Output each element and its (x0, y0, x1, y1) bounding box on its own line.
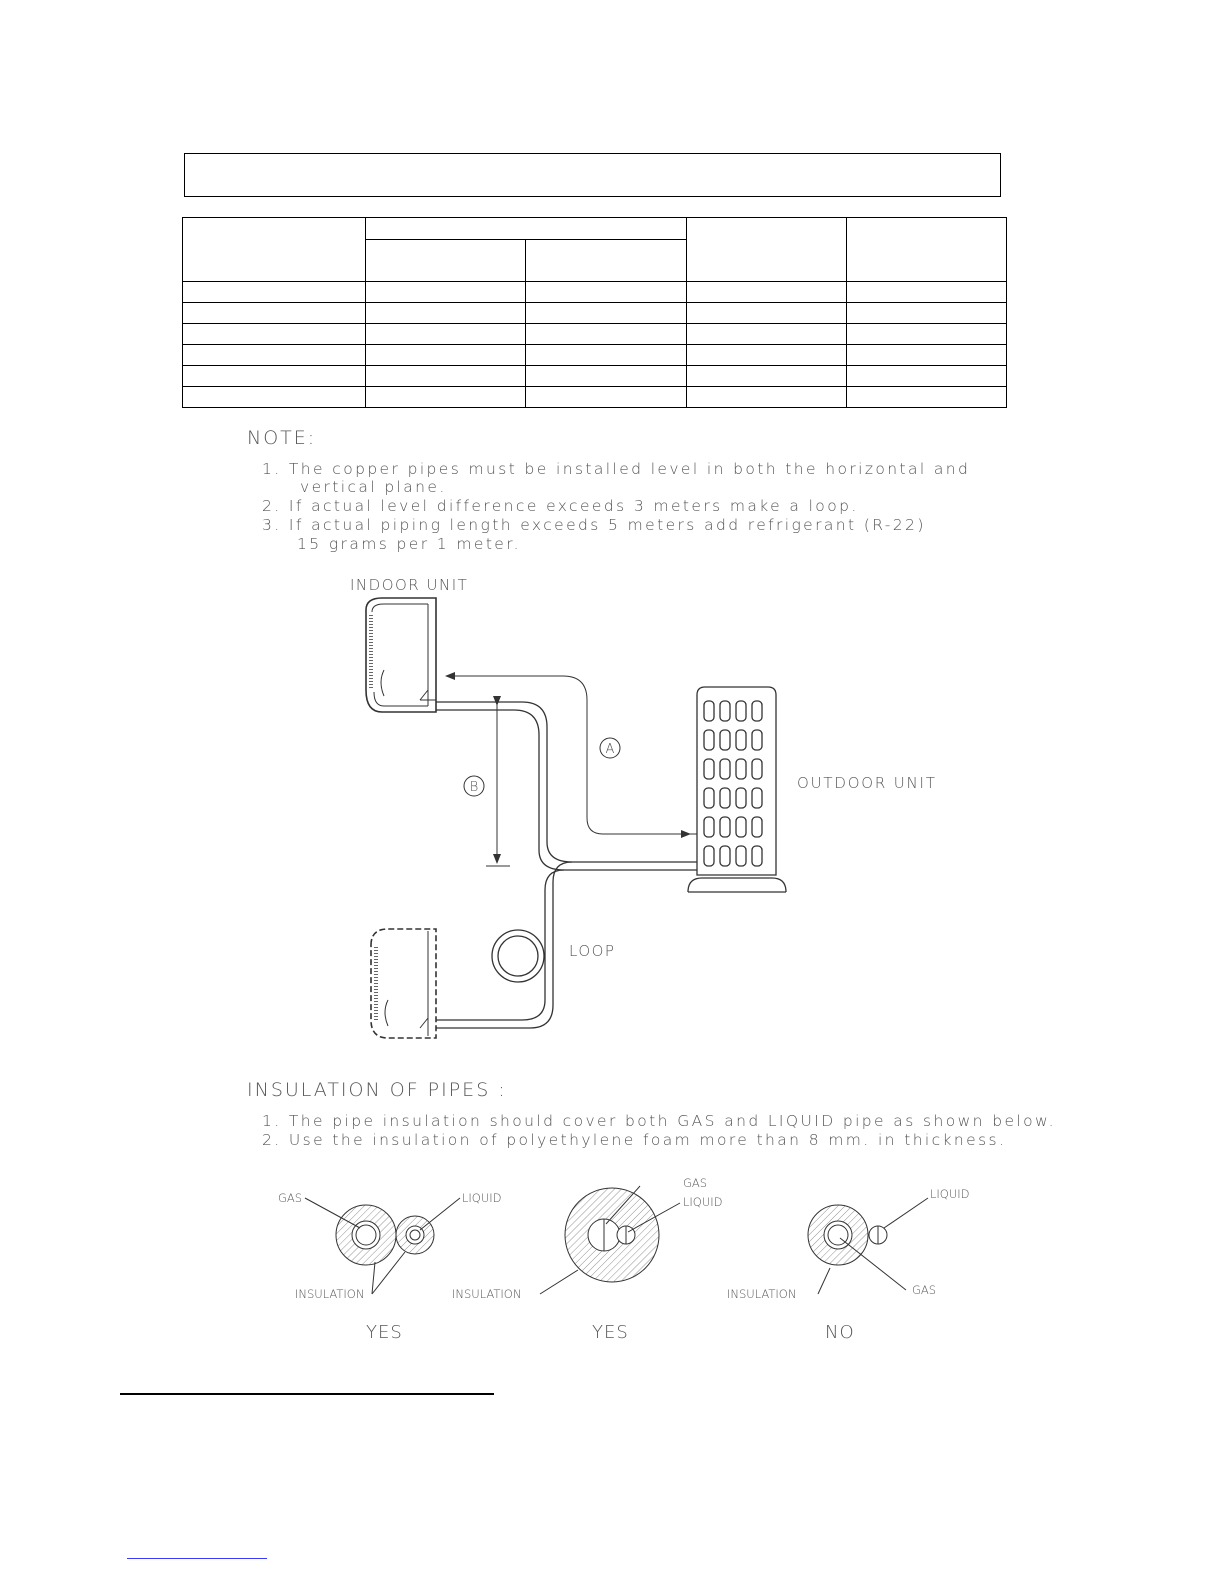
ex3-liquid-label: LIQUID (930, 1187, 970, 1201)
piping (436, 702, 697, 1028)
loop-label: LOOP (569, 942, 616, 960)
ex2-gas-label: GAS (683, 1176, 708, 1190)
insulation-line-1: 1. The pipe insulation should cover both GAS and LIQUID pipe as shown below. (262, 1112, 1056, 1130)
note-line-2: 2. If actual level difference exceeds 3 meters make a loop. (262, 497, 859, 515)
note-title: NOTE: (247, 427, 317, 449)
insulation-example-3 (808, 1198, 928, 1294)
note-line-3b: 15 grams per 1 meter. (297, 535, 521, 553)
insulation-line-2: 2. Use the insulation of polyethylene foam more than 8 mm. in thickness. (262, 1131, 1007, 1149)
ex2-liquid-label: LIQUID (683, 1195, 723, 1209)
dim-b-label: B (469, 780, 479, 795)
ex1-insulation-label: INSULATION (295, 1287, 365, 1301)
outdoor-unit-label: OUTDOOR UNIT (797, 774, 937, 792)
note-line-3: 3. If actual piping length exceeds 5 meters add refrigerant (R-22) (262, 516, 926, 534)
dim-a-label: A (605, 742, 615, 757)
footnote-separator (120, 1393, 494, 1395)
footer-link-underline (127, 1558, 267, 1559)
ex3-insulation-label: INSULATION (727, 1287, 797, 1301)
ex3-verdict: NO (825, 1322, 855, 1343)
dimension-a (446, 676, 697, 834)
note-line-1: 1. The copper pipes must be installed level in both the horizontal and (262, 460, 971, 478)
ex1-liquid-label: LIQUID (462, 1191, 502, 1205)
insulation-example-1 (305, 1198, 460, 1294)
indoor-unit-top (366, 598, 436, 712)
indoor-unit-label: INDOOR UNIT (350, 576, 469, 594)
note-line-1b: vertical plane. (300, 478, 447, 496)
insulation-example-2 (540, 1186, 680, 1294)
outdoor-unit (688, 687, 786, 892)
ex1-gas-label: GAS (278, 1191, 303, 1205)
ex1-verdict: YES (366, 1322, 403, 1343)
ex2-insulation-label: INSULATION (452, 1287, 522, 1301)
insulation-title: INSULATION OF PIPES : (247, 1079, 507, 1101)
ex3-gas-label: GAS (912, 1283, 937, 1297)
ex2-verdict: YES (592, 1322, 629, 1343)
indoor-unit-bottom (371, 929, 436, 1038)
